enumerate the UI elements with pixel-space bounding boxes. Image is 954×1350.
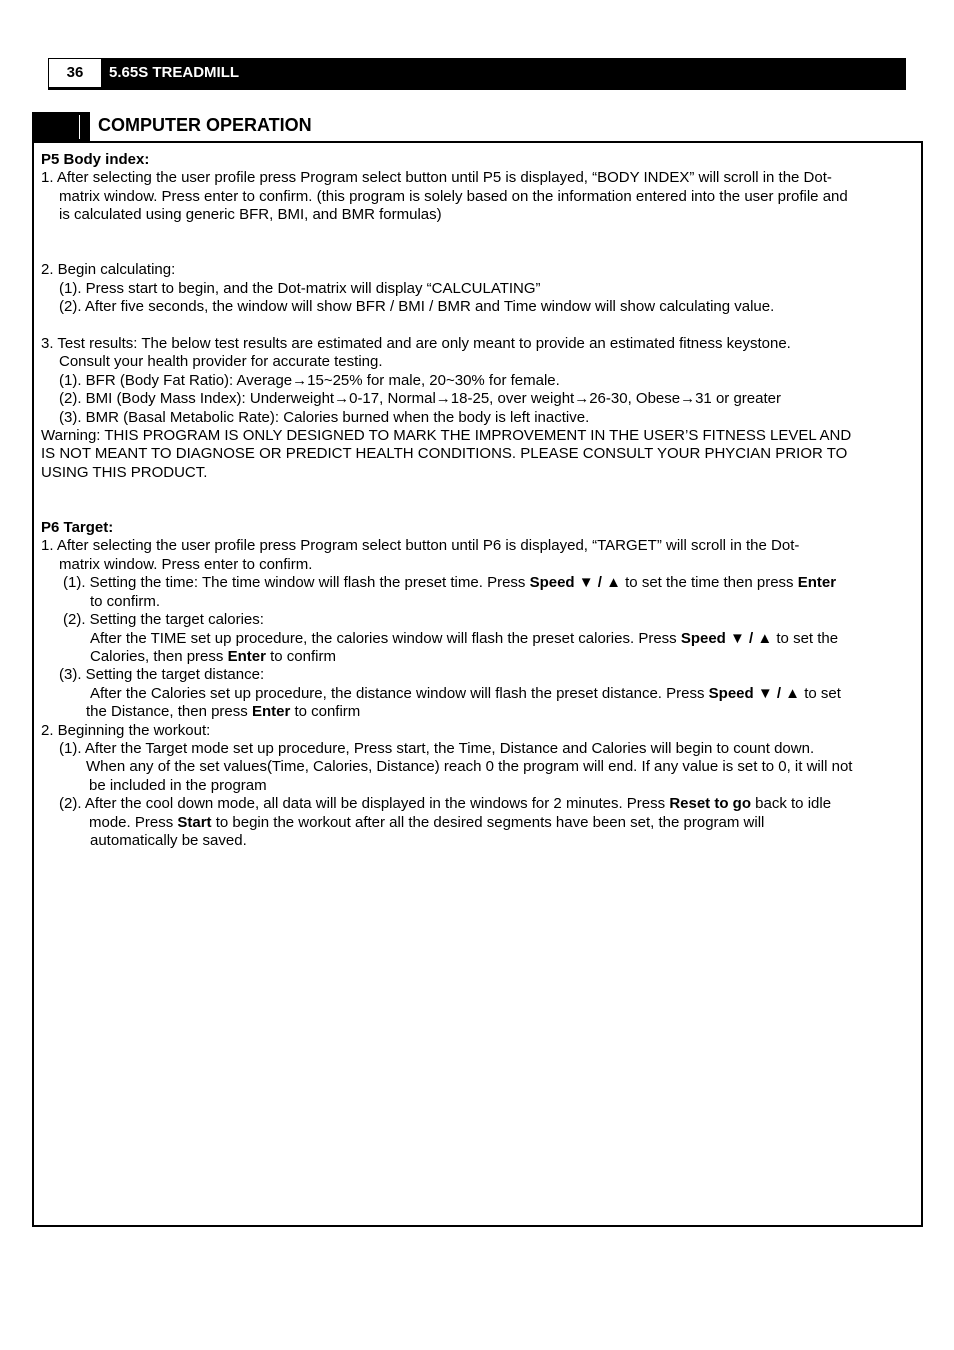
section-tab-divider: [79, 115, 80, 139]
p5-heading: P5 Body index:: [41, 151, 150, 168]
p6-line: the Distance, then press Enter to confirm: [86, 703, 361, 721]
p5-line: is calculated using generic BFR, BMI, and BMR formulas): [59, 206, 442, 224]
section-title: COMPUTER OPERATION: [98, 115, 312, 135]
p6-line: (1). After the Target mode set up procedure, Press start, the Time, Distance and Calories will begin to count down.: [59, 739, 815, 757]
document-body: [41, 151, 916, 850]
warning-line: Warning: THIS PROGRAM IS ONLY DESIGNED TO MARK THE IMPROVEMENT IN THE USER’S FITNESS LEVEL AND: [41, 427, 852, 445]
p5-line: 2. Begin calculating:: [41, 261, 176, 279]
p6-line: When any of the set values(Time, Calories, Distance) reach 0 the program will end. If any value is set to 0, it will not: [86, 758, 853, 776]
page-number: 36: [49, 59, 101, 87]
warning-line: IS NOT MEANT TO DIAGNOSE OR PREDICT HEALTH CONDITIONS. PLEASE CONSULT YOUR PHYCIAN PRIOR TO: [41, 445, 848, 463]
p6-line: (3). Setting the target distance:: [59, 666, 265, 684]
p6-line: 2. Beginning the workout:: [41, 721, 211, 739]
p5-line: Consult your health provider for accurate testing.: [59, 353, 383, 371]
p6-line: automatically be saved.: [90, 831, 247, 849]
p6-line: (2). Setting the target calories:: [63, 611, 264, 629]
p5-line: (2). BMI (Body Mass Index): Underweight→0-17, Normal→18-25, over weight→26-30, Obese→31 or greater: [59, 390, 781, 408]
p5-line: (1). Press start to begin, and the Dot-matrix will display “CALCULATING”: [59, 279, 541, 297]
page-header: [48, 58, 906, 88]
p6-line: After the Calories set up procedure, the distance window will flash the preset distance. Press Speed ▼ / ▲ to set: [90, 684, 841, 702]
header-title: 5.65S TREADMILL: [109, 64, 240, 81]
p6-line: be included in the program: [89, 776, 267, 794]
p5-line: (1). BFR (Body Fat Ratio): Average→15~25% for male, 20~30% for female.: [59, 371, 560, 389]
p5-line: matrix window. Press enter to confirm. (this program is solely based on the information entered into the user profile and: [59, 187, 848, 205]
p5-line: 3. Test results: The below test results are estimated and are only meant to provide an estimated fitness keystone.: [41, 335, 791, 353]
header-divider: [48, 88, 906, 90]
p6-line: After the TIME set up procedure, the calories window will flash the preset calories. Press Speed ▼ / ▲ to set the: [90, 629, 839, 647]
p5-line: 1. After selecting the user profile press Program select button until P5 is displayed, “BODY INDEX” will scroll in the Dot-: [41, 169, 832, 187]
p6-line: Calories, then press Enter to confirm: [90, 647, 336, 665]
p6-line: (2). After the cool down mode, all data will be displayed in the windows for 2 minutes. Press Reset to go back to idle: [59, 795, 832, 813]
section-tab-marker: [32, 112, 90, 142]
p5-line: (3). BMR (Basal Metabolic Rate): Calories burned when the body is left inactive.: [59, 408, 590, 426]
p6-line: 1. After selecting the user profile press Program select button until P6 is displayed, “TARGET” will scroll in the Dot-: [41, 537, 800, 555]
p6-line: matrix window. Press enter to confirm.: [59, 555, 313, 573]
p6-heading: P6 Target:: [41, 519, 114, 537]
p6-line: (1). Setting the time: The time window will flash the preset time. Press Speed ▼ / ▲ to set the time then press Enter: [63, 574, 837, 592]
p6-line: mode. Press Start to begin the workout after all the desired segments have been set, the program will: [89, 813, 765, 831]
warning-line: USING THIS PRODUCT.: [41, 463, 208, 481]
p5-line: (2). After five seconds, the window will show BFR / BMI / BMR and Time window will show calculating value.: [59, 298, 775, 316]
p6-line: to confirm.: [90, 592, 161, 610]
